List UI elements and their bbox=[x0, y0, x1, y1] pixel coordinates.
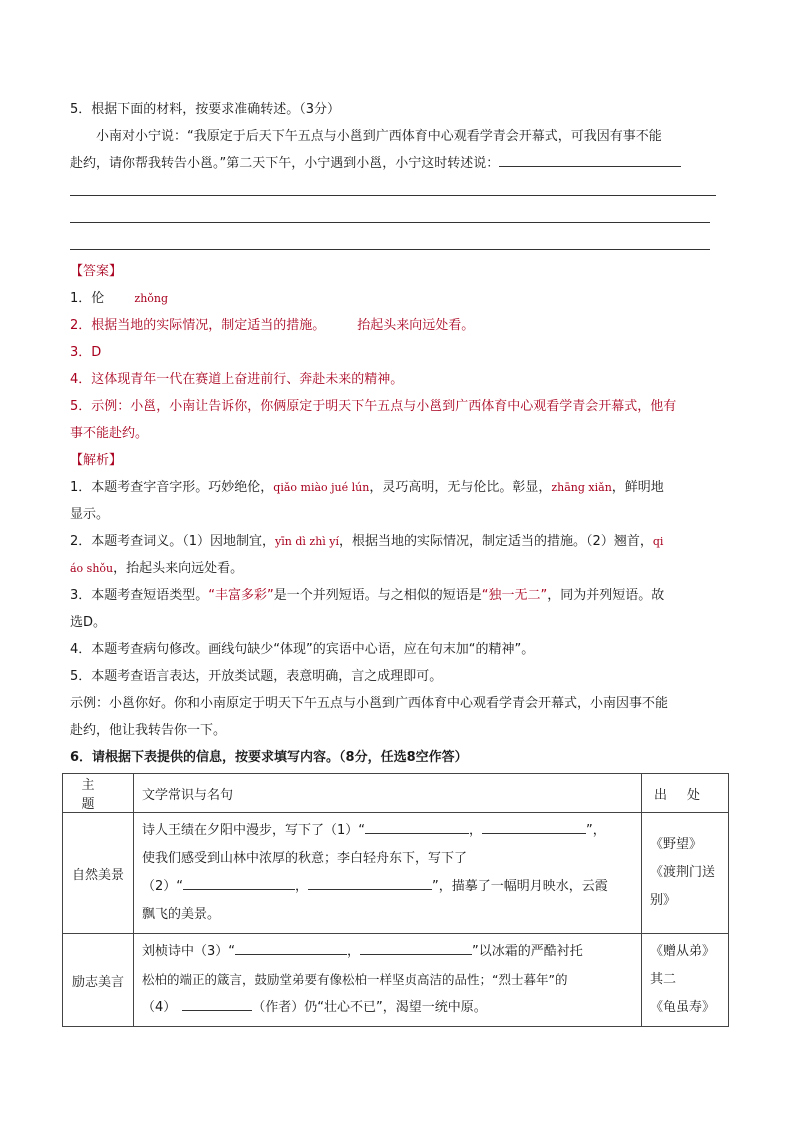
table-row bbox=[63, 813, 729, 934]
content-line: （2）“ ， ”，描摹了一幅明月映水，云霞 bbox=[142, 873, 633, 901]
table-row bbox=[63, 934, 729, 1027]
fill-blank-4[interactable] bbox=[182, 997, 252, 1011]
analysis-1: 1．本题考查字音字形。巧妙绝伦，qiǎo miào jué lún，灵巧高明，无与伦比。彰显，zhāng xiǎn，鲜明地 bbox=[70, 480, 664, 495]
answer-5-line2: 事不能赴约。 bbox=[70, 426, 149, 441]
content-line: 诗人王绩在夕阳中漫步，写下了（1）“ ， ”， bbox=[142, 817, 633, 845]
q5-paragraph-line1: 小南对小宁说：“我原定于后天下午五点与小邕到广西体育中心观看学青会开幕式，可我因有事不能 bbox=[96, 129, 662, 144]
answer-3: 3．D bbox=[70, 345, 102, 360]
answer-blank-line[interactable] bbox=[70, 204, 730, 231]
fill-blank-2b[interactable] bbox=[308, 876, 432, 890]
answer-blank[interactable] bbox=[499, 153, 681, 167]
fill-blank-2a[interactable] bbox=[183, 876, 295, 890]
analysis-4: 4．本题考查病句修改。画线句缺少“体现”的宾语中心语，应在句末加“的精神”。 bbox=[70, 642, 535, 657]
answer-2: 2．根据当地的实际情况，制定适当的措施。 抬起头来向远处看。 bbox=[70, 318, 475, 333]
q5-paragraph-line2: 赴约，请你帮我转告小邕。”第二天下午，小宁遇到小邕，小宁这时转述说： bbox=[70, 150, 730, 177]
fill-blank-3a[interactable] bbox=[235, 941, 347, 955]
row-source: 《赠从弟》 其二 《龟虽寿》 bbox=[642, 934, 729, 1027]
answer-1: 1．伦 zhǒng bbox=[70, 291, 169, 306]
answer-blank-line[interactable] bbox=[70, 231, 730, 258]
literature-table bbox=[62, 773, 729, 1027]
content-line: 使我们感受到山林中浓厚的秋意；李白轻舟东下，写下了 bbox=[142, 851, 468, 866]
answer-4: 4．这体现青年一代在赛道上奋进前行、奔赴未来的精神。 bbox=[70, 372, 404, 387]
row-source: 《野望》 《渡荆门送 别》 bbox=[642, 813, 729, 934]
row-content bbox=[134, 934, 642, 1027]
header-theme: 主题 bbox=[63, 774, 134, 813]
row-theme: 励志美言 bbox=[63, 934, 134, 1027]
analysis-2: 2．本题考查词义。（1）因地制宜，yīn dì zhì yí，根据当地的实际情况，制定适当的措施。（2）翘首，qi bbox=[70, 534, 664, 549]
q5-title: 5．根据下面的材料，按要求准确转述。（3分） bbox=[70, 102, 341, 117]
analysis-5-example-line1: 示例：小邕你好。你和小南原定于明天下午五点与小邕到广西体育中心观看学青会开幕式，小南因事不能 bbox=[70, 696, 669, 711]
answer-blank-line[interactable] bbox=[70, 177, 730, 204]
analysis-5-example-line2: 赴约，他让我转告你一下。 bbox=[70, 723, 227, 738]
table-header-row bbox=[63, 774, 729, 813]
fill-blank-1a[interactable] bbox=[365, 820, 469, 834]
fill-blank-1b[interactable] bbox=[482, 820, 586, 834]
analysis-2-line2: áo shǒu，抬起头来向远处看。 bbox=[70, 561, 244, 576]
content-line: 刘桢诗中（3）“ ， ”以冰霜的严酷衬托 bbox=[142, 938, 633, 966]
fill-blank-3b[interactable] bbox=[360, 941, 472, 955]
header-source: 出处 bbox=[642, 774, 729, 813]
header-content: 文学常识与名句 bbox=[134, 774, 642, 813]
analysis-heading: 【解析】 bbox=[70, 453, 123, 468]
q6-title: 6．请根据下表提供的信息，按要求填写内容。（8分，任选8空作答） bbox=[70, 750, 468, 765]
analysis-1-line2: 显示。 bbox=[70, 507, 110, 522]
row-theme: 自然美景 bbox=[63, 813, 134, 934]
answer-heading: 【答案】 bbox=[70, 264, 123, 279]
content-line: 松柏的端正的箴言，鼓励堂弟要有像松柏一样坚贞高洁的品性；“烈士暮年”的 bbox=[142, 972, 568, 987]
content-line: 飘飞的美景。 bbox=[142, 907, 221, 922]
document-body bbox=[70, 96, 730, 771]
row-content bbox=[134, 813, 642, 934]
analysis-3-line2: 选D。 bbox=[70, 615, 107, 630]
analysis-3: 3．本题考查短语类型。“丰富多彩”是一个并列短语。与之相似的短语是“独一无二”，同为并列短语。故 bbox=[70, 588, 665, 603]
content-line: （4） （作者）仍“壮心不已”，渴望一统中原。 bbox=[142, 994, 633, 1022]
analysis-5: 5．本题考查语言表达，开放类试题，表意明确，言之成理即可。 bbox=[70, 669, 443, 684]
answer-5-line1: 5．示例：小邕，小南让告诉你，你俩原定于明天下午五点与小邕到广西体育中心观看学青会开幕式，他有 bbox=[70, 399, 677, 414]
